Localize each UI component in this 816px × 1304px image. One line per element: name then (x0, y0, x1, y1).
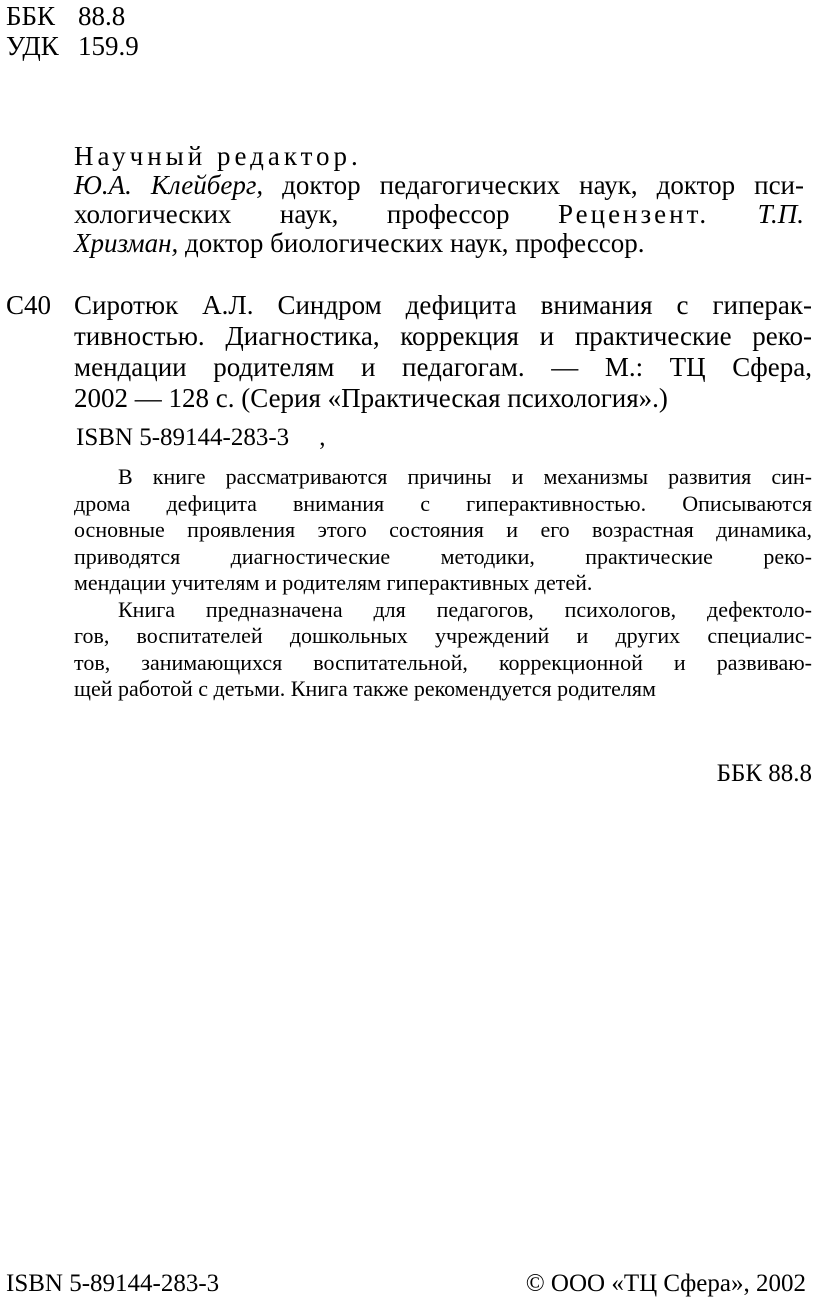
editor-desc-1: доктор педагогических наук, доктор пси- (282, 170, 804, 200)
editor-name: Ю.А. Клейберг, (74, 170, 264, 200)
catalog-line: мендации родителям и педагогам. — М.: ТЦ Сфера, (74, 352, 812, 382)
catalog-code: С40 (6, 290, 52, 320)
annotation-line: гов, воспитателей дошкольных учреждений и других специалис- (74, 623, 812, 648)
bbk-code-line (6, 0, 125, 32)
editor-line (74, 171, 804, 200)
catalog-line: Сиротюк А.Л. Синдром дефицита внимания с гиперак- (74, 290, 812, 320)
catalog-line: тивностью. Диагностика, коррекция и практические реко- (74, 321, 812, 351)
annotation-line: тов, занимающихся воспитательной, коррекционной и развиваю- (74, 649, 812, 675)
reviewer-role: Рецензент. (557, 199, 710, 229)
catalog-isbn: ISBN 5-89144-283-3 (76, 424, 290, 451)
editors-block (74, 142, 804, 258)
editor-role: Научный редактор. (74, 141, 362, 171)
reviewer-desc-line (74, 229, 804, 258)
bbk-value: 88.8 (78, 1, 126, 31)
footer-isbn: ISBN 5-89144-283-3 (6, 1270, 220, 1297)
udk-label: УДК (6, 31, 59, 61)
reviewer-line (74, 200, 804, 229)
footer-copyright: © ООО «ТЦ Сфера», 2002 (525, 1270, 806, 1297)
annotation-line: В книге рассматриваются причины и механизмы развития син- (118, 464, 812, 489)
catalog-isbn-suffix: , (319, 424, 326, 451)
annotation-line: мендации учителям и родителям гиперактивных детей. (74, 570, 593, 595)
annotation-line: щей работой с детьми. Книга также рекомендуется родителям (74, 676, 656, 701)
annotation-line: Книга предназначена для педагогов, психологов, дефектоло- (118, 596, 812, 622)
annotation-line: основные проявления этого состояния и его возрастная динамика, (74, 517, 812, 542)
catalog-isbn-line (76, 424, 325, 452)
editor-desc-2: хологических наук, профессор (74, 199, 510, 229)
reviewer-name-2: Хризман, (74, 228, 179, 258)
udk-value: 159.9 (78, 31, 139, 61)
catalog-line: 2002 — 128 с. (Серия «Практическая психология».) (74, 383, 668, 413)
bbk-label: ББК (6, 1, 56, 31)
catalog-entry (74, 290, 812, 414)
annotation-line: приводятся диагностические методики, практические реко- (74, 543, 812, 569)
annotation-line: дрома дефицита внимания с гиперактивностью. Описываются (74, 490, 812, 516)
bbk-bottom: ББК 88.8 (716, 760, 812, 787)
reviewer-desc: доктор биологических наук, профессор. (184, 228, 645, 258)
udk-code-line (6, 30, 139, 62)
annotation (74, 464, 812, 703)
reviewer-name-1: Т.П. (757, 199, 804, 229)
